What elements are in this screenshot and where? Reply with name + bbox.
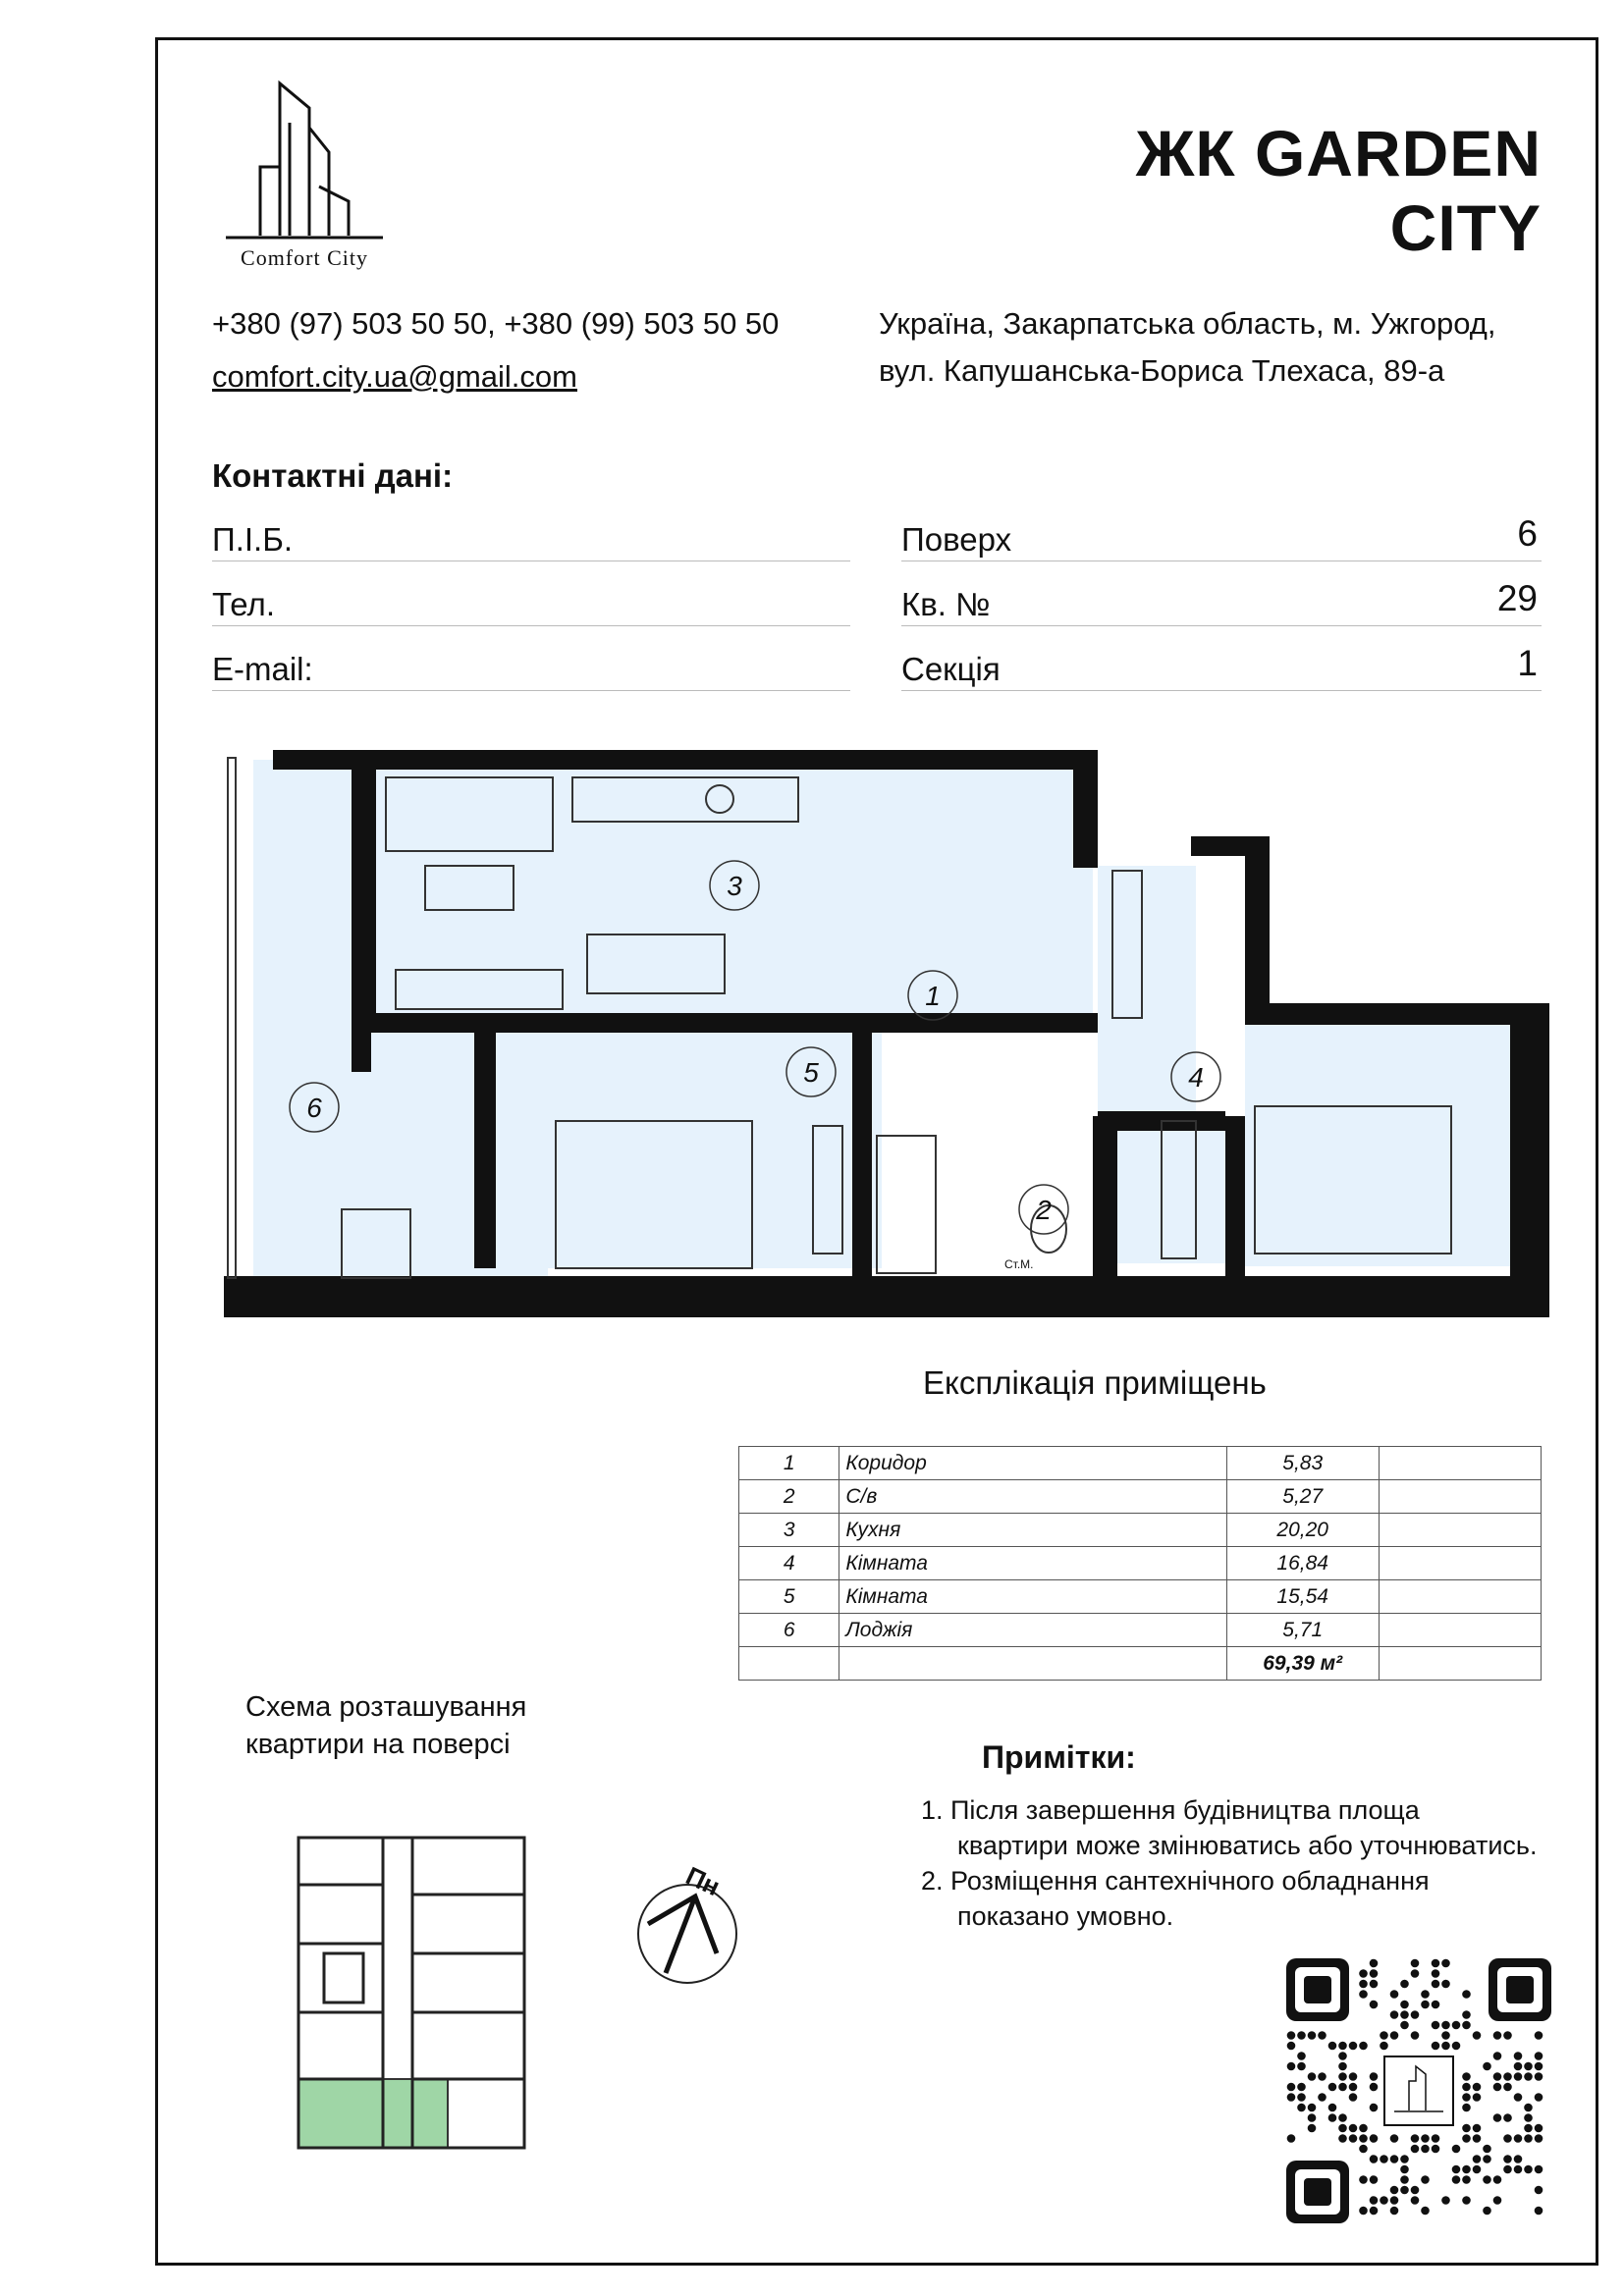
table-row: 5 Кімната 15,54: [739, 1580, 1542, 1614]
apartment-value: 29: [1496, 578, 1538, 618]
phone-label: Тел.: [212, 586, 275, 622]
table-row: 6 Лоджія 5,71: [739, 1614, 1542, 1647]
apartment-field: [901, 578, 1542, 626]
scheme-caption-line-1: Схема розташування: [245, 1691, 527, 1723]
address-line-1: Україна, Закарпатська область, м. Ужгород,: [879, 306, 1496, 341]
phone-numbers: +380 (97) 503 50 50, +380 (99) 503 50 50: [212, 306, 780, 341]
table-row: 3 Кухня 20,20: [739, 1514, 1542, 1547]
section-value: 1: [1517, 643, 1538, 683]
floor-label: Поверх: [901, 521, 1012, 558]
scheme-caption: [245, 1688, 526, 1763]
apartment-floor-plan: [224, 738, 1549, 1317]
total-area: 69,39 м²: [1226, 1647, 1379, 1681]
name-field[interactable]: [212, 518, 850, 561]
address-line-2: вул. Капушанська-Бориса Тлехаса, 89-а: [879, 353, 1445, 388]
floor-value: 6: [1517, 513, 1538, 554]
apartment-label: Кв. №: [901, 586, 991, 622]
toilet-label: Ст.М.: [1004, 1257, 1034, 1271]
note-1-line-1: 1. Після завершення будівництва площа: [921, 1795, 1420, 1825]
email-field[interactable]: [212, 648, 850, 691]
section-label: Секція: [901, 651, 1001, 687]
note-2-line-2: показано умовно.: [957, 1901, 1174, 1931]
table-row: 1 Коридор 5,83: [739, 1447, 1542, 1480]
explication-table: [738, 1446, 1542, 1681]
north-label: Пн: [681, 1860, 725, 1902]
room-number-3: 3: [727, 871, 742, 901]
email-label: E-mail:: [212, 651, 313, 687]
room-number-6: 6: [306, 1093, 322, 1123]
table-row: 4 Кімната 16,84: [739, 1547, 1542, 1580]
email-link[interactable]: comfort.city.ua@gmail.com: [212, 359, 577, 394]
room-number-4: 4: [1188, 1062, 1204, 1093]
note-2-line-1: 2. Розміщення сантехнічного обладнання: [921, 1866, 1430, 1896]
phone-field[interactable]: [212, 583, 850, 626]
floor-scheme: [285, 1826, 569, 2150]
total-row: [739, 1647, 1542, 1681]
explication-title: Експлікація приміщень: [923, 1364, 1267, 1401]
table-row: 2 С/в 5,27: [739, 1480, 1542, 1514]
room-number-1: 1: [925, 981, 941, 1011]
north-compass: [619, 1845, 756, 1993]
qr-code[interactable]: [1286, 1958, 1551, 2223]
name-label: П.І.Б.: [212, 521, 294, 558]
room-number-5: 5: [803, 1057, 819, 1088]
section-field: [901, 643, 1542, 691]
note-1-line-2: квартири може змінюватись або уточнюватись.: [957, 1831, 1538, 1860]
project-title: ЖК GARDEN CITY: [1135, 117, 1542, 264]
notes-heading: Примітки:: [982, 1739, 1136, 1775]
floor-field: [901, 513, 1542, 561]
scheme-caption-line-2: квартири на поверсі: [245, 1729, 511, 1760]
room-number-2: 2: [1036, 1195, 1052, 1225]
contacts-heading: Контактні дані:: [212, 457, 454, 494]
logo-text: Comfort City: [241, 245, 368, 270]
comfort-city-logo: [206, 69, 403, 275]
